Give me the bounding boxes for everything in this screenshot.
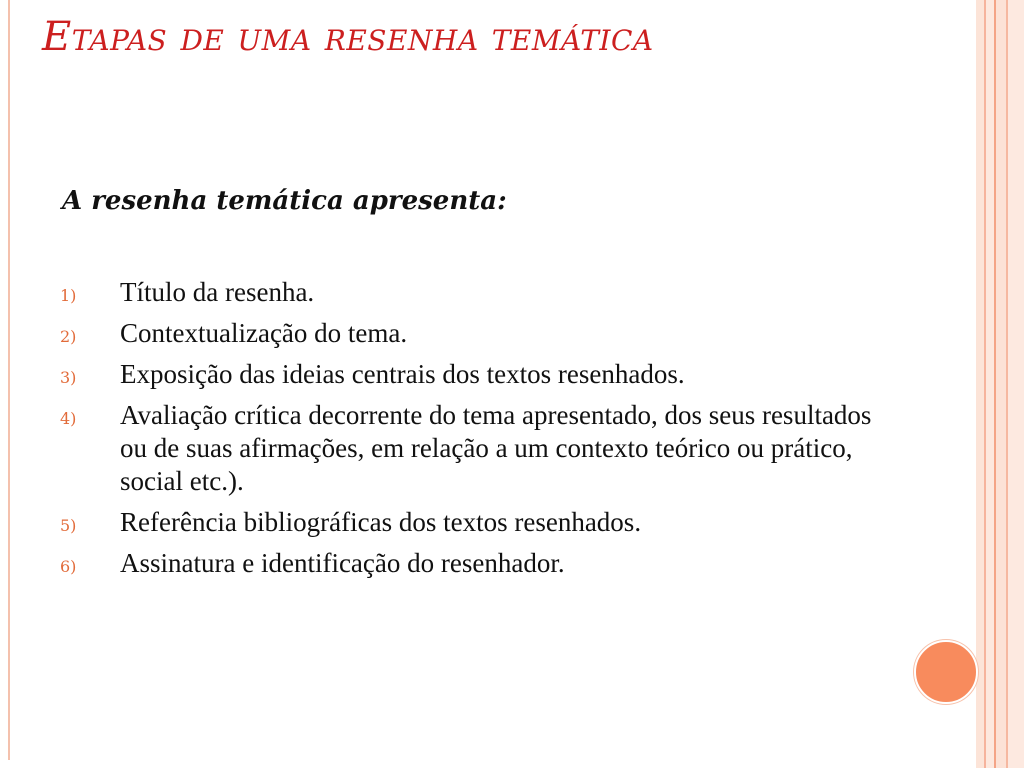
item-text: Assinatura e identificação do resenhador.: [120, 548, 565, 578]
item-number: 2): [60, 327, 77, 346]
list-item: [60, 506, 890, 539]
list-item: [60, 358, 890, 391]
item-number: 1): [60, 286, 77, 305]
item-text: Referência bibliográficas dos textos resenhados.: [120, 507, 642, 537]
item-number: 4): [60, 409, 77, 428]
item-text: Contextualização do tema.: [120, 318, 408, 348]
item-text: Título da resenha.: [120, 277, 315, 307]
decorative-stripes: [976, 0, 1024, 768]
item-number: 6): [60, 557, 77, 576]
item-number: 3): [60, 368, 77, 387]
intro-text: A resenha temática apresenta:: [62, 186, 507, 216]
item-number: 5): [60, 516, 77, 535]
stages-list: [60, 276, 890, 588]
list-item: [60, 547, 890, 580]
slide-title: Etapas de uma resenha temática: [42, 14, 654, 60]
list-item: [60, 317, 890, 350]
item-text: Avaliação crítica decorrente do tema apresentado, dos seus resultados ou de suas afirmações, em relação a um contexto teórico ou prático, social etc.).: [120, 400, 872, 496]
decorative-circle: [914, 640, 978, 704]
item-text: Exposição das ideias centrais dos textos resenhados.: [120, 359, 685, 389]
list-item: [60, 276, 890, 309]
list-item: [60, 399, 890, 498]
